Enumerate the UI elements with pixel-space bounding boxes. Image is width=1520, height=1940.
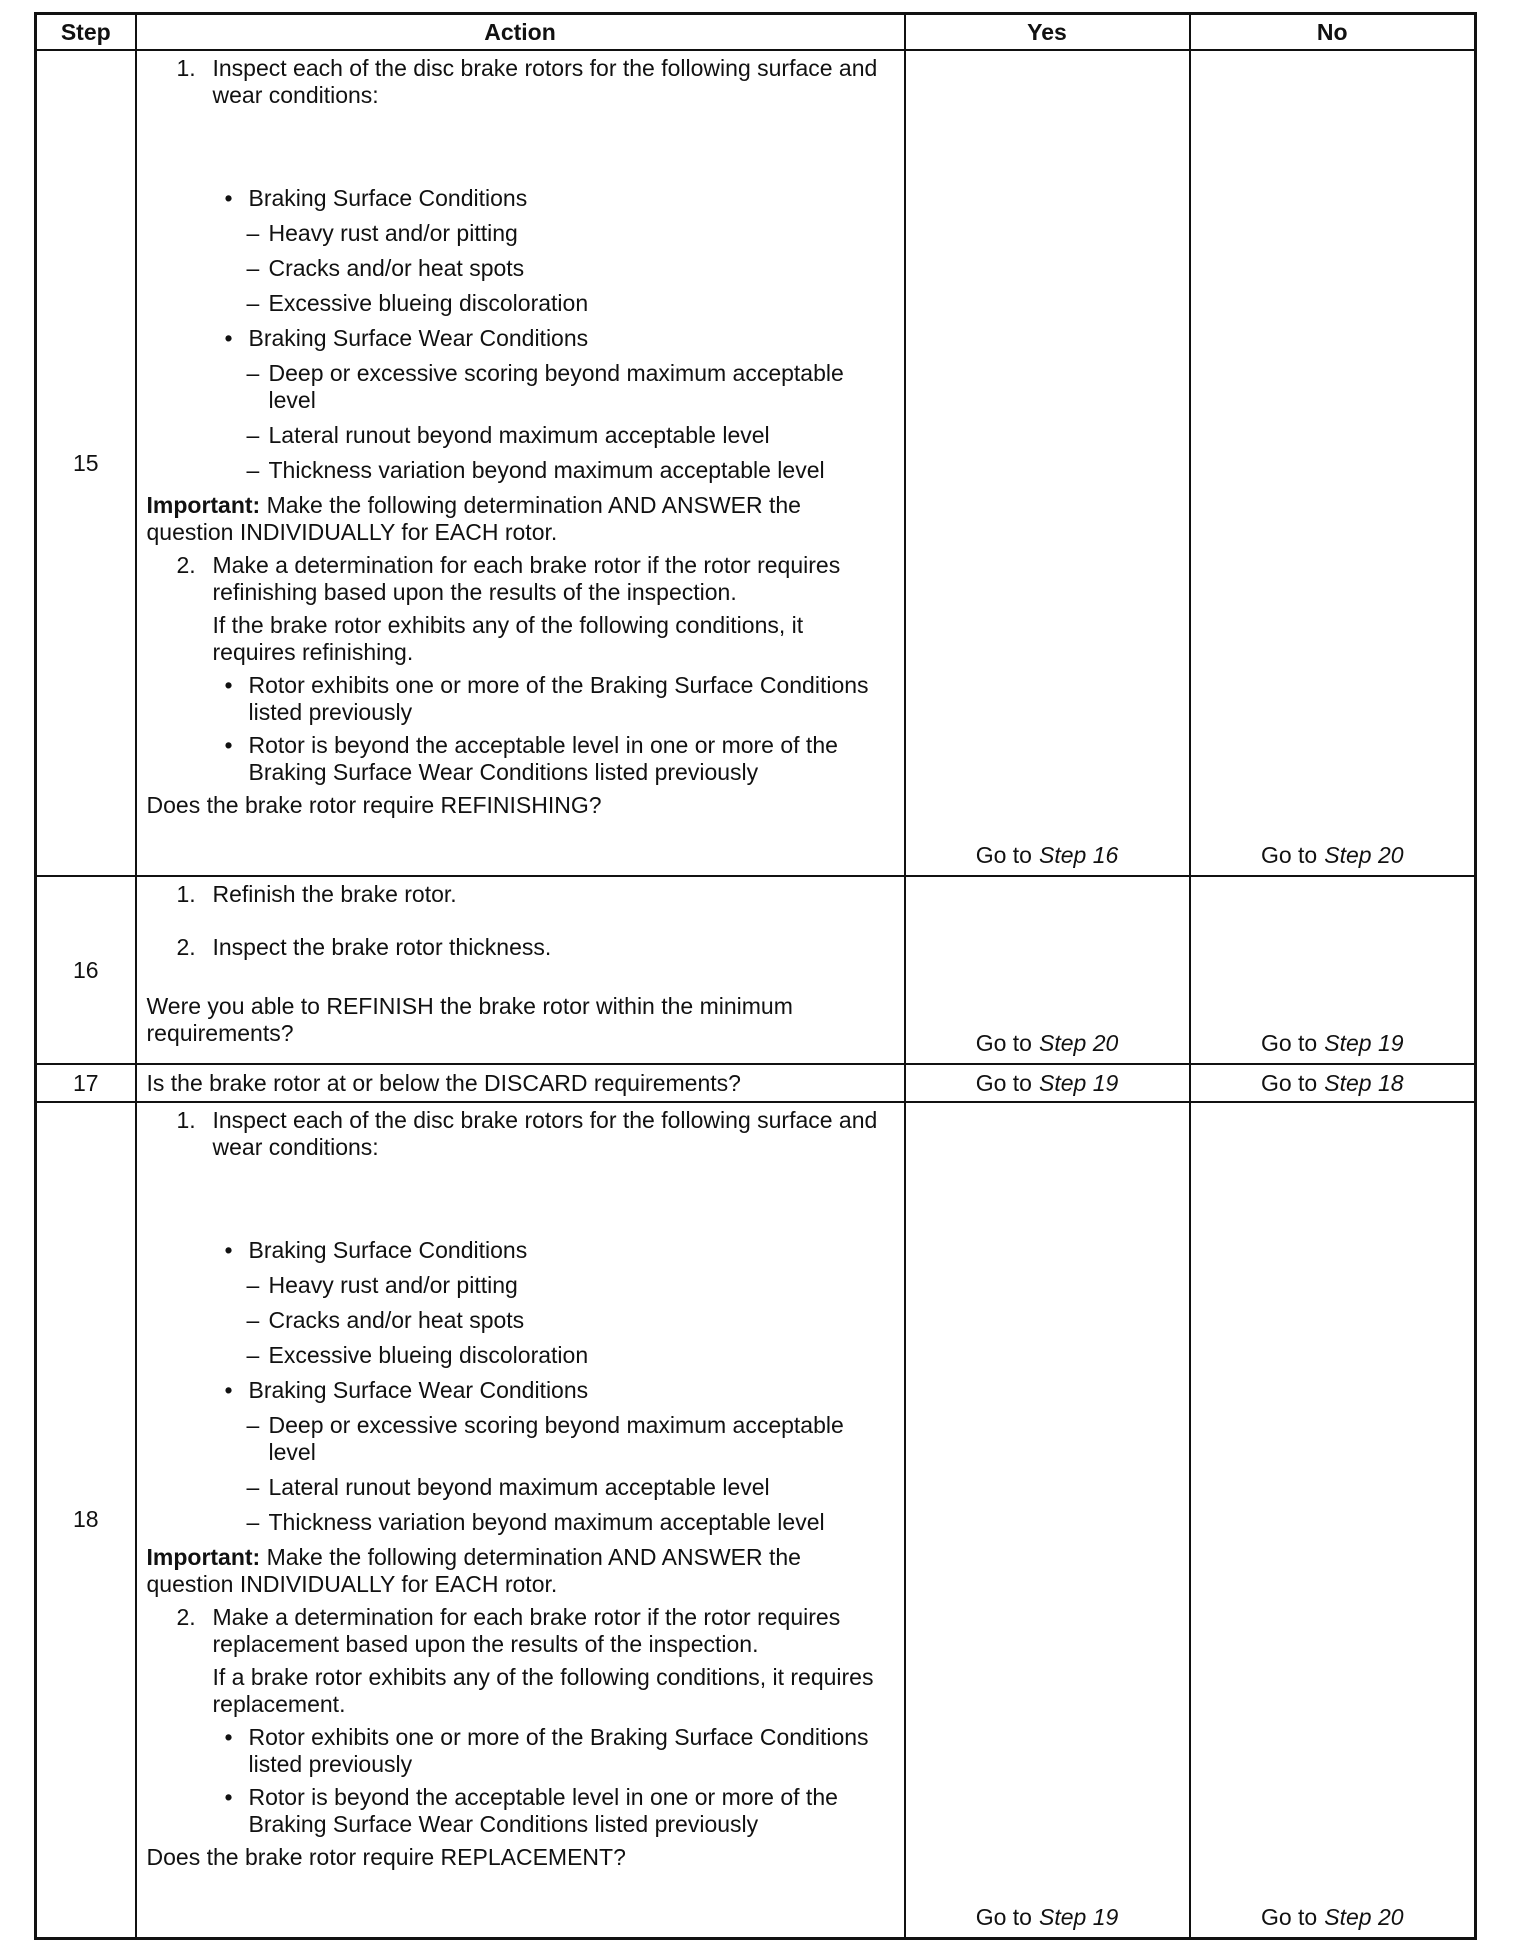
bullet-item: • Braking Surface Wear Conditions: [224, 1377, 589, 1403]
step-number: 15: [36, 50, 136, 876]
dash-item: – Excessive blueing discoloration: [246, 290, 589, 316]
condition-intro: If a brake rotor exhibits any of the following conditions, it requires replacement.: [212, 1664, 874, 1717]
item-number: 2.: [176, 934, 196, 960]
item-text: Inspect the brake rotor thickness.: [212, 934, 552, 960]
no-cell: [1190, 876, 1476, 1064]
bullet-icon: •: [224, 1784, 233, 1810]
numbered-item: [147, 55, 892, 109]
no-cell: [1190, 1064, 1476, 1102]
yes-step-link: Step 19: [1038, 1069, 1119, 1096]
bullet-item: • Braking Surface Conditions: [224, 185, 528, 211]
table-row-step-15: [36, 50, 1476, 876]
item-text: Make a determination for each brake rotor if the rotor requires replacement based upon the results of the inspection.: [212, 1604, 841, 1657]
step-number: 17: [36, 1064, 136, 1102]
dash-icon: –: [246, 1509, 260, 1535]
item-text: Inspect each of the disc brake rotors for the following surface and wear conditions:: [212, 55, 878, 108]
bullet-icon: •: [224, 185, 233, 211]
dash-icon: –: [246, 255, 260, 281]
go-to-label: Go to: [975, 1903, 1032, 1930]
question: Is the brake rotor at or below the DISCARD requirements?: [146, 1069, 741, 1096]
item-number: 2.: [176, 1604, 196, 1630]
question: Were you able to REFINISH the brake rotor within the minimum requirements?: [146, 993, 793, 1046]
no-cell: [1190, 50, 1476, 876]
go-to-label: Go to: [1260, 1903, 1318, 1930]
step-number: 16: [36, 876, 136, 1064]
bullet-item: • Braking Surface Wear Conditions: [224, 325, 589, 351]
dash-item: – Thickness variation beyond maximum acceptable level: [246, 457, 825, 483]
condition-intro: If the brake rotor exhibits any of the following conditions, it requires refinishing.: [212, 612, 804, 665]
numbered-item: [147, 881, 892, 908]
numbered-item: [147, 1604, 892, 1658]
bullet-icon: •: [224, 1237, 233, 1263]
go-to-label: Go to: [975, 1069, 1032, 1096]
bullet-icon: •: [224, 1724, 233, 1750]
dash-item: – Heavy rust and/or pitting: [246, 220, 518, 246]
diagnostic-page: [34, 12, 1474, 1940]
header-row: [36, 14, 1476, 51]
important-note: Important: Make the following determination AND ANSWER the question INDIVIDUALLY for EACH rotor.: [146, 492, 801, 545]
header-yes: Yes: [905, 14, 1190, 51]
numbered-item: [147, 1107, 892, 1161]
item-number: 1.: [176, 1107, 196, 1133]
item-text: Inspect each of the disc brake rotors for the following surface and wear conditions:: [212, 1107, 878, 1160]
important-label: Important:: [146, 492, 261, 518]
dash-item: – Thickness variation beyond maximum acceptable level: [246, 1509, 825, 1535]
numbered-item: [147, 934, 892, 961]
header-step: Step: [36, 14, 136, 51]
yes-step-link: Step 20: [1038, 1030, 1119, 1056]
dash-item: – Excessive blueing discoloration: [246, 1342, 589, 1368]
bullet-icon: •: [224, 325, 233, 351]
item-text: Refinish the brake rotor.: [212, 881, 457, 907]
dash-icon: –: [246, 1342, 260, 1368]
bullet-item: • Rotor is beyond the acceptable level in one or more of the Braking Surface Wear Conditions listed previously: [224, 732, 838, 785]
action-cell: [136, 876, 905, 1064]
dash-item: – Deep or excessive scoring beyond maximum acceptable level: [246, 1412, 844, 1465]
step-number: 18: [36, 1102, 136, 1938]
bullet-item: • Braking Surface Conditions: [224, 1237, 528, 1263]
dash-icon: –: [246, 220, 260, 246]
dash-item: – Cracks and/or heat spots: [246, 255, 525, 281]
action-cell: [136, 50, 905, 876]
action-cell: [136, 1064, 905, 1102]
bullet-icon: •: [224, 732, 233, 758]
dash-icon: –: [246, 290, 260, 316]
table-row-step-17: [36, 1064, 1476, 1102]
bullet-item: • Rotor exhibits one or more of the Braking Surface Conditions listed previously: [224, 1724, 869, 1777]
dash-item: – Lateral runout beyond maximum acceptable level: [246, 1474, 770, 1500]
item-number: 2.: [176, 552, 196, 578]
dash-item: – Heavy rust and/or pitting: [246, 1272, 518, 1298]
no-cell: [1190, 1102, 1476, 1938]
yes-step-link: Step 16: [1038, 842, 1119, 868]
dash-icon: –: [246, 360, 260, 386]
no-step-link: Step 20: [1324, 842, 1404, 868]
bullet-icon: •: [224, 672, 233, 698]
go-to-label: Go to: [1260, 1069, 1318, 1096]
yes-cell: [905, 50, 1190, 876]
question: Does the brake rotor require REFINISHING?: [146, 792, 602, 818]
bullet-item: • Rotor is beyond the acceptable level in one or more of the Braking Surface Wear Conditions listed previously: [224, 1784, 838, 1837]
dash-icon: –: [246, 1272, 260, 1298]
dash-icon: –: [246, 422, 260, 448]
important-note: Important: Make the following determination AND ANSWER the question INDIVIDUALLY for EACH rotor.: [146, 1544, 801, 1597]
dash-item: – Cracks and/or heat spots: [246, 1307, 525, 1333]
go-to-label: Go to: [1260, 842, 1318, 868]
item-text: Make a determination for each brake rotor if the rotor requires refinishing based upon the results of the inspection.: [212, 552, 841, 605]
go-to-label: Go to: [1260, 1030, 1318, 1056]
dash-item: – Deep or excessive scoring beyond maximum acceptable level: [246, 360, 844, 413]
bullet-item: • Rotor exhibits one or more of the Braking Surface Conditions listed previously: [224, 672, 869, 725]
header-action: Action: [136, 14, 905, 51]
bullet-icon: •: [224, 1377, 233, 1403]
dash-icon: –: [246, 1412, 260, 1438]
table-row-step-16: [36, 876, 1476, 1064]
yes-step-link: Step 19: [1038, 1903, 1119, 1930]
no-step-link: Step 19: [1324, 1030, 1404, 1056]
important-label: Important:: [146, 1544, 261, 1570]
go-to-label: Go to: [975, 842, 1032, 868]
action-cell: [136, 1102, 905, 1938]
dash-item: – Lateral runout beyond maximum acceptable level: [246, 422, 770, 448]
yes-cell: [905, 1064, 1190, 1102]
question: Does the brake rotor require REPLACEMENT?: [146, 1844, 626, 1870]
diagnostic-table: [34, 12, 1477, 1940]
item-number: 1.: [176, 55, 196, 81]
dash-icon: –: [246, 1307, 260, 1333]
table-row-step-18: [36, 1102, 1476, 1938]
no-step-link: Step 20: [1324, 1903, 1404, 1930]
go-to-label: Go to: [975, 1030, 1032, 1056]
dash-icon: –: [246, 1474, 260, 1500]
no-step-link: Step 18: [1324, 1069, 1404, 1096]
yes-cell: [905, 1102, 1190, 1938]
item-number: 1.: [176, 881, 196, 907]
header-no: No: [1190, 14, 1476, 51]
yes-cell: [905, 876, 1190, 1064]
dash-icon: –: [246, 457, 260, 483]
numbered-item: [147, 552, 892, 606]
